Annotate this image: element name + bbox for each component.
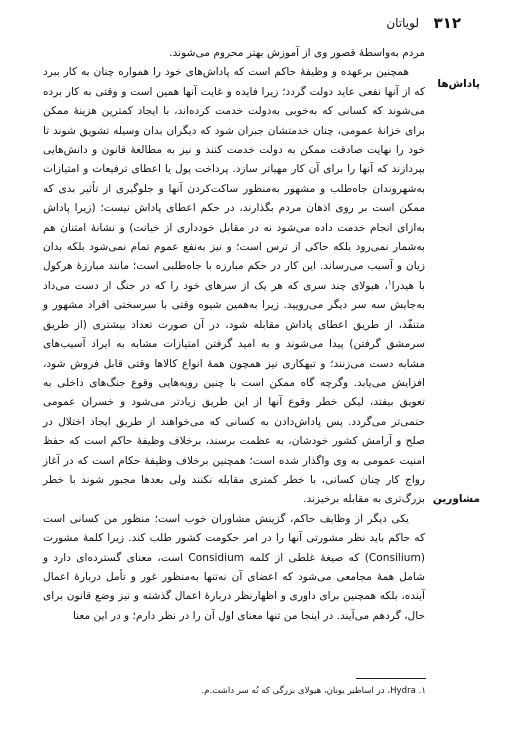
footnote: ۱. Hydra، در اساطیر یونان، هیولای بزرگی که نُه سر داشت.م. [201,686,426,696]
paragraph-rewards-part1: همچنین برعهده و وظیفهٔ حاکم است که پاداش‌های خود را همواره چنان به کار ببرد که از آنها نفعی عاید دولت گردد؛ زیرا فایده و غایت آنها همین است و وقتی به کار برده می‌شوند که کسانی که به‌خوبی به‌دولت خدمت کرده‌اند، با ایجاد کمترین هزینهٔ ممکن برای خزانهٔ عمومی، چنان خدمتشان جبران شود که دیگران بدان وسیله تشویق شوند تا خود را نهایت صادقت ممکن به دولت خدمت کنند و نیز به مطالعهٔ قانون و دانش‌هایی بپردازند که آنها را برای آن کار مهیاتر سازد. پرداخت پول یا اعطای ترفیعات و امتیازات به‌شهروندان جاه‌طلب و مشهور به‌منظور ساکت‌کردن آنها و جلوگیری از تأثیر بدی که ممکن است بر روی اذهان مردم بگذارند، در حکم اعطای پاداش نیست؛ (زیرا پاداش به‌ازای انجام خدمت داده می‌شود نه در مقابل خودداری از خیانت) و نشانهٔ امتنان هم به‌شمار نمی‌رود بلکه حاکی از ترس است؛ و نیز به‌نفع عموم تمام نمی‌شود بلکه بدان زیان و آسیب می‌رساند. این کار در حکم مبارزه با جاه‌طلبی است؛ مانند مبارزهٔ هرکول با هیدرا [43,66,426,292]
margin-note-rewards: پاداش‌ها [437,78,480,90]
page-header [60,14,461,38]
footnote-marker: ۱ [387,278,392,287]
paragraph-continuation: مردم به‌واسطهٔ قصور وی از آموزش بهتر محروم می‌شوند. [169,47,425,59]
page-number: ۳۱۲ [433,14,461,32]
paragraph-advisors: یکی دیگر از وظایف حاکم، گزینش مشاوران خوب است؛ منظور من کسانی است که حاکم باید نظر مشورتی آنها را در امر حکومت کشور طلب کند. زیرا کلمهٔ مشورت (Consilium) که صیغهٔ غلطی از کلمه Considium است، معنای گسترده‌ای دارد و شامل همهٔ مجامعی می‌شود که اعضای آن نه‌تنها به‌منظور غور و تأمل دربارهٔ اعمال آینده، بلکه همچنین برای داوری و اظهارنظر دربارهٔ اعمال گذشته و نیز وضع قانون برای حال، گردهم می‌آیند. در اینجا من تنها معنای اول آن را در نظر دارم؛ و در این معنا [43,512,425,622]
margin-note-advisors: مشاورین [432,493,480,505]
paragraph-rewards [43,63,425,509]
running-title: لویاتان [386,16,419,30]
footnote-divider [356,678,426,679]
body-text [43,44,425,626]
paragraph-rewards-part2: ، هیولای چند سری که هر یک از سرهای خود را که در جنگ از دست می‌داد به‌جایش سه سر دیگر می‌رویید. زیرا به‌همین شیوه وقتی با سرسختی افراد مشهور و متنفّذ، از طریق اعطای پاداش مقابله شود، در آن صورت تعداد بیشتری (از طریق سرمشق گرفتن) پیدا می‌شوند و به امید گرفتن امتیازات مشابه به ایراد آسیب‌های مشابه دست می‌زنند؛ و تبهکاری نیز همچون همهٔ انواع کالاها وقتی قابل فروش شود، افزایش می‌یابد. وگرچه گاه ممکن است با چنین رویه‌هایی وقوع جنگ‌های داخلی به تعویق بیفتد، لیکن خطر وقوع آنها از این طریق زیادتر می‌شود و خسران عمومی حتمی‌تر می‌گردد. پس پاداش‌دادن به کسانی که می‌خواهند از طریق ایجاد اختلال در صلح و آرامش کشور خودشان، به عظمت برسند، برخلاف وظیفهٔ حاکم است که حفظ امنیت عمومی به وی واگذار شده است؛ همچنین برخلاف وظیفهٔ حکام است که در آغاز رواج کار چنان کسانی، با خطر کمتری مقابله نکنند ولی بعدها مجبور شوند با خطر بزرگ‌تری به مقابله برخیزند. [43,279,425,506]
